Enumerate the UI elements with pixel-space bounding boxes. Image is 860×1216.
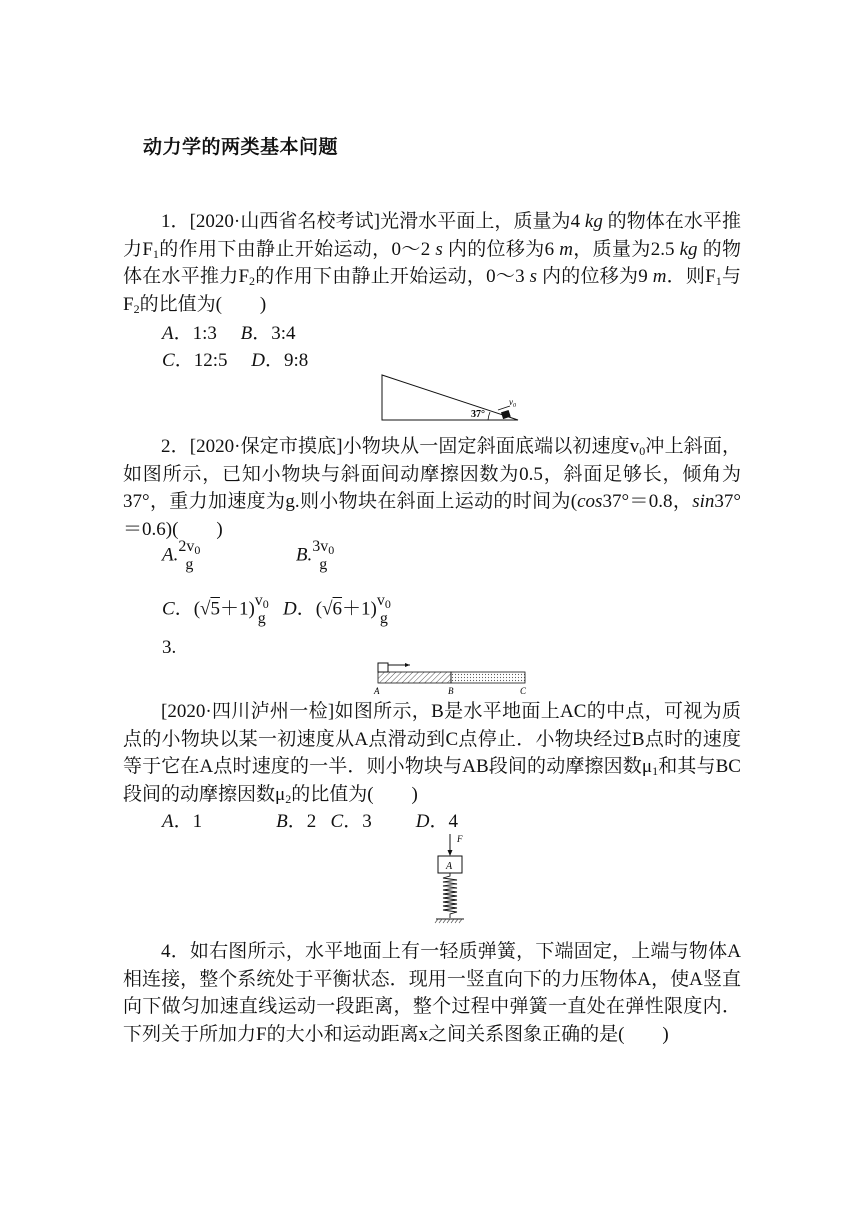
question-3-number: 3. [162,637,177,658]
question-1-stem: 1．[2020·山西省名校考试]光滑水平面上，质量为4 kg 的物体在水平推力$F_1$的作用下由静止开始运动，0～2 s 内的位移为6 m，质量为2.5 kg 的物体在水平推力$F_2$的作用下由静止开始运动，0～3 s 内的位移为9 m．则$F_1$与$F_2$的比值为( ) [123,211,741,316]
question-2-options-cd: C．(√5＋1) $v_0$ g D．(√6＋1) $v_0$ g [162,592,391,627]
label-b: B [448,686,454,696]
label-a: A [374,686,380,696]
page-title: 动力学的两类基本问题 [143,136,339,158]
spring-figure [428,830,478,930]
v0-label: $v_0$ [509,397,516,409]
force-label: F [457,834,463,844]
question-4-stem: 4．如右图所示，水平地面上有一轻质弹簧，下端固定，上端与物体A相连接，整个系统处于平衡状态．现用一竖直向下的力压物体A，使A竖直向下做匀加速直线运动一段距离，整个过程中弹簧一直处在弹性限度内．下列关于所加力F的大小和运动距离x之间关系图象正确的是( ) [123,941,741,1045]
question-2-stem: 2．[2020·保定市摸底]小物块从一固定斜面底端以初速度$v_0$冲上斜面，如图所示，已知小物块与斜面间动摩擦因数为0.5，斜面足够长，倾角为37°，重力加速度为g.则小物块在斜面上运动的时间为(cos37°＝0.8，sin37°＝0.6)( ) [123,436,741,540]
block-icon [378,663,388,672]
question-1-options-ab: A．1:3 B．3:4 [162,323,296,344]
label-c: C [520,686,527,696]
ground-figure [370,658,530,698]
angle-label: 37° [471,409,485,420]
block-icon [501,410,511,419]
question-3-options: A．1 B．2 C．3 D．4 [162,811,458,832]
question-3-stem: [2020·四川泸州一检]如图所示，B是水平地面上AC的中点，可视为质点的小物块以某一初速度从A点滑动到C点停止．小物块经过B点时的速度等于它在A点时速度的一半．则小物块与AB段间的动摩擦因数$\mu_1$和其与BC段间的动摩擦因数$\mu_2$的比值为( ) [123,701,741,806]
spring-coil [443,873,457,918]
block-label: A [446,861,453,872]
question-2-options-ab: A. $2v_0$ g B. $3v_0$ g [162,538,335,573]
question-1-options-cd: C．12:5 D．9:8 [162,350,309,371]
incline-figure [378,372,528,424]
